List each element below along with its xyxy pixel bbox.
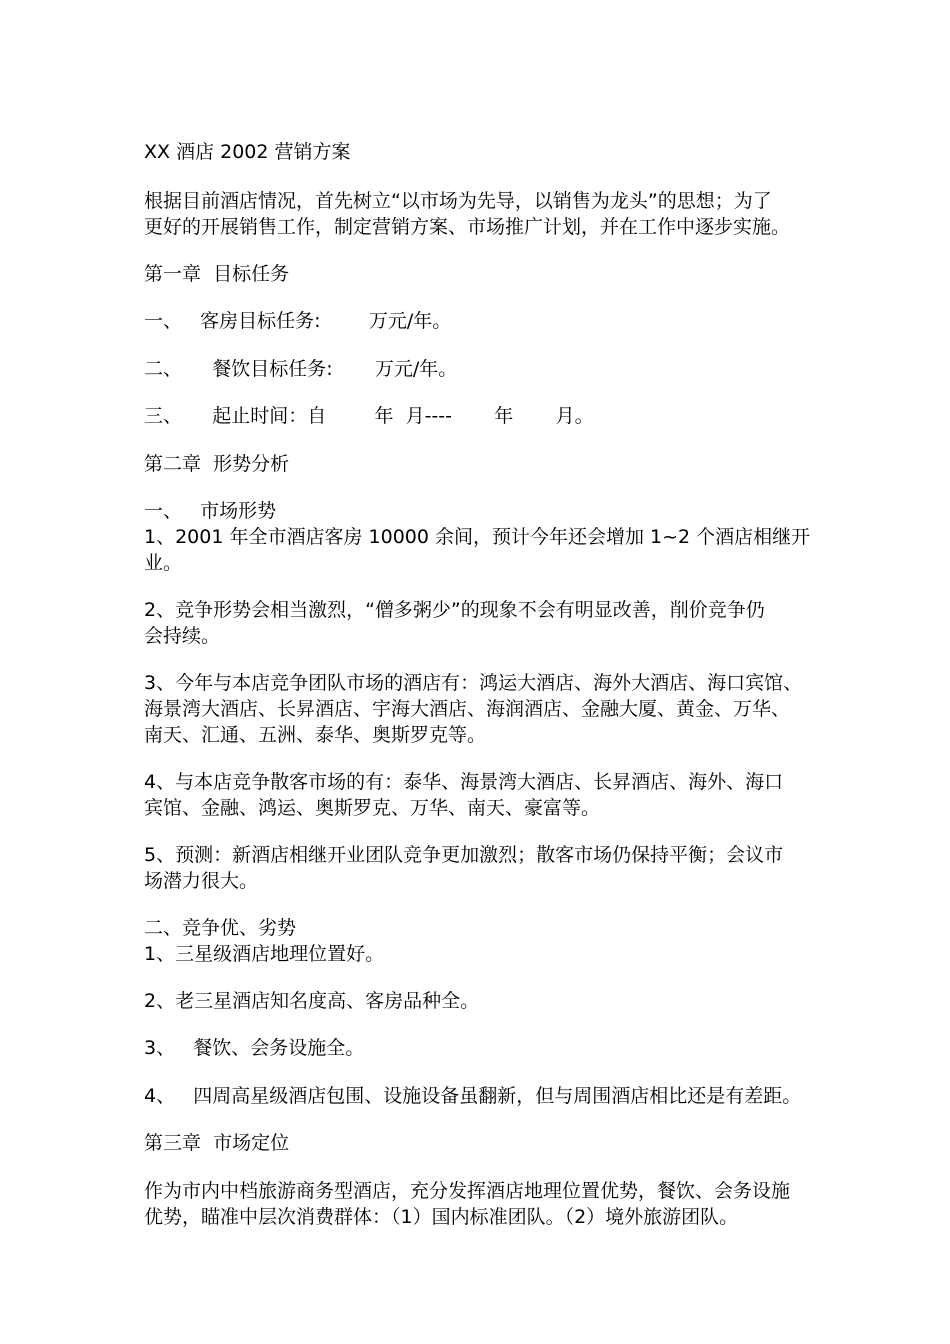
section2-heading: 二、竞争优、劣势 [144,917,297,939]
chapter3-p1-line-1: 作为市内中档旅游商务型酒店，充分发挥酒店地理位置优势，餐饮、会务设施 [144,1180,791,1202]
section1-p1-line-2: 业。 [144,552,183,574]
section2-item-2: 2、老三星酒店知名度高、客房品种全。 [144,990,480,1012]
section1-p4-line-2: 宾馆、金融、鸿运、奥斯罗克、万华、南天、豪富等。 [144,797,601,819]
section1-heading: 一、 市场形势 [144,500,277,522]
section1-p3-line-2: 海景湾大酒店、长昇酒店、宇海大酒店、海润酒店、金融大厦、黄金、万华、 [144,698,791,720]
chapter1-item-3: 三、 起止时间：自 年 月---- 年 月。 [144,405,594,427]
section1-p4-line-1: 4、与本店竞争散客市场的有：泰华、海景湾大酒店、长昇酒店、海外、海口 [144,771,784,793]
chapter3-heading: 第三章 市场定位 [144,1132,290,1154]
chapter1-item-1: 一、 客房目标任务: 万元/年。 [144,310,452,332]
section2-item-4: 4、 四周高星级酒店包围、设施设备虽翻新，但与周围酒店相比还是有差距。 [144,1085,802,1107]
chapter3-p1-line-2: 优势，瞄准中层次消费群体：（1）国内标准团队。（2）境外旅游团队。 [144,1206,739,1228]
section1-p5-line-2: 场潜力很大。 [144,870,259,892]
chapter1-item-2: 二、 餐饮目标任务: 万元/年。 [144,358,458,380]
section1-p1-line-1: 1、2001 年全市酒店客房 10000 余间，预计今年还会增加 1~2 个酒店相继开 [144,526,811,548]
section1-p2-line-1: 2、竞争形势会相当激烈，“僧多粥少”的现象不会有明显改善，削价竞争仍 [144,599,765,621]
intro-line-2: 更好的开展销售工作，制定营销方案、市场推广计划，并在工作中逐步实施。 [144,216,791,238]
section1-p2-line-2: 会持续。 [144,625,221,647]
section2-item-1: 1、三星级酒店地理位置好。 [144,943,385,965]
section2-item-3: 3、 餐饮、会务设施全。 [144,1037,365,1059]
intro-line-1: 根据目前酒店情况，首先树立“以市场为先导，以销售为龙头”的思想；为了 [144,190,772,212]
section1-p5-line-1: 5、预测：新酒店相继开业团队竞争更加激烈；散客市场仍保持平衡；会议市 [144,844,784,866]
chapter2-heading: 第二章 形势分析 [144,453,290,475]
section1-p3-line-1: 3、今年与本店竞争团队市场的酒店有：鸿运大酒店、海外大酒店、海口宾馆、 [144,672,803,694]
section1-p3-line-3: 南天、汇通、五洲、泰华、奥斯罗克等。 [144,724,487,746]
chapter1-heading: 第一章 目标任务 [144,263,290,285]
document-title: XX 酒店 2002 营销方案 [144,141,351,163]
